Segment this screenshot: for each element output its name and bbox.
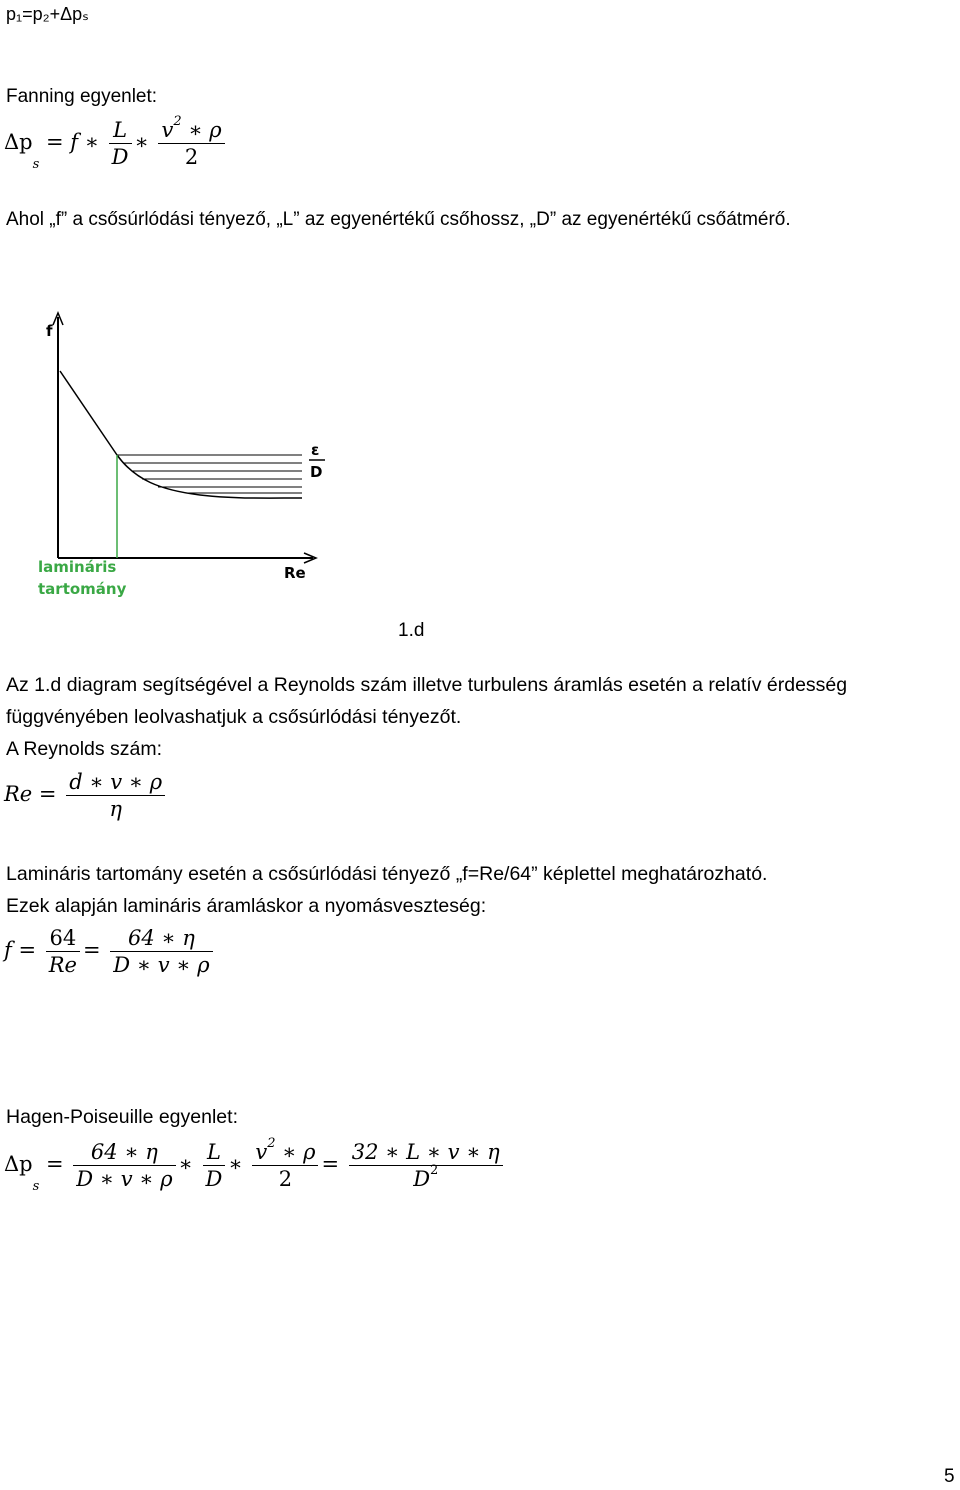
x-axis-label: Re — [284, 564, 306, 582]
page-number: 5 — [944, 1466, 955, 1487]
reynolds-heading: A Reynolds szám: — [6, 738, 163, 760]
fanning-heading: Fanning egyenlet: — [6, 86, 158, 107]
fanning-formula: Δps = f ∗ $\frac{L}{D}$ ∗ $\frac{v^2 ∗ \rho}{2}$ — [4, 118, 228, 169]
y-axis-label: f — [46, 322, 53, 340]
friction-factor-diagram — [20, 305, 380, 635]
diagram-caption: 1.d — [398, 620, 425, 641]
laminar-line — [60, 371, 117, 455]
laminar-label-line1: lamináris — [38, 558, 117, 576]
paragraph-line: Az 1.d diagram segítségével a Reynolds szám illetve turbulens áramlás esetén a relatív érdesség — [6, 674, 848, 696]
laminar-label-line2: tartomány — [38, 580, 127, 598]
ahol-description: Ahol „f” a csősúrlódási tényező, „L” az egyenértékű csőhossz, „D” az egyenértékű csőátmérő. — [6, 209, 791, 230]
laminar-text-line: Lamináris tartomány esetén a csősúrlódási tényező „f=Re/64” képlettel meghatározható. — [6, 863, 768, 885]
hagen-heading: Hagen-Poiseuille egyenlet: — [6, 1106, 238, 1128]
laminar-text-line: Ezek alapján lamináris áramláskor a nyomásveszteség: — [6, 895, 487, 917]
paragraph-line: függvényében leolvashatjuk a csősúrlódási tényezőt. — [6, 706, 462, 728]
epsilon-label: ε — [311, 441, 320, 459]
reynolds-formula: Re = $\frac{d ∗ v ∗ \rho}{\eta}$ — [4, 770, 168, 821]
turbulent-curve — [117, 455, 302, 498]
diameter-label: D — [310, 463, 323, 481]
pressure-equation-line: p₁=p₂+Δpₛ — [6, 4, 89, 24]
hagen-poiseuille-formula: Δps = $\frac{64 ∗ \eta}{D ∗ v ∗ \rho}$ ∗ $\frac{L}{D}$ ∗ $\frac{v^2 ∗ \rho}{2}$ = $\frac{32 ∗ L ∗ v ∗ \eta}{D^2}$ — [4, 1140, 506, 1191]
laminar-friction-formula: f = $\frac{64}{Re}$ = $\frac{64 ∗ \eta}{D ∗ v ∗ \rho}$ — [4, 926, 216, 977]
